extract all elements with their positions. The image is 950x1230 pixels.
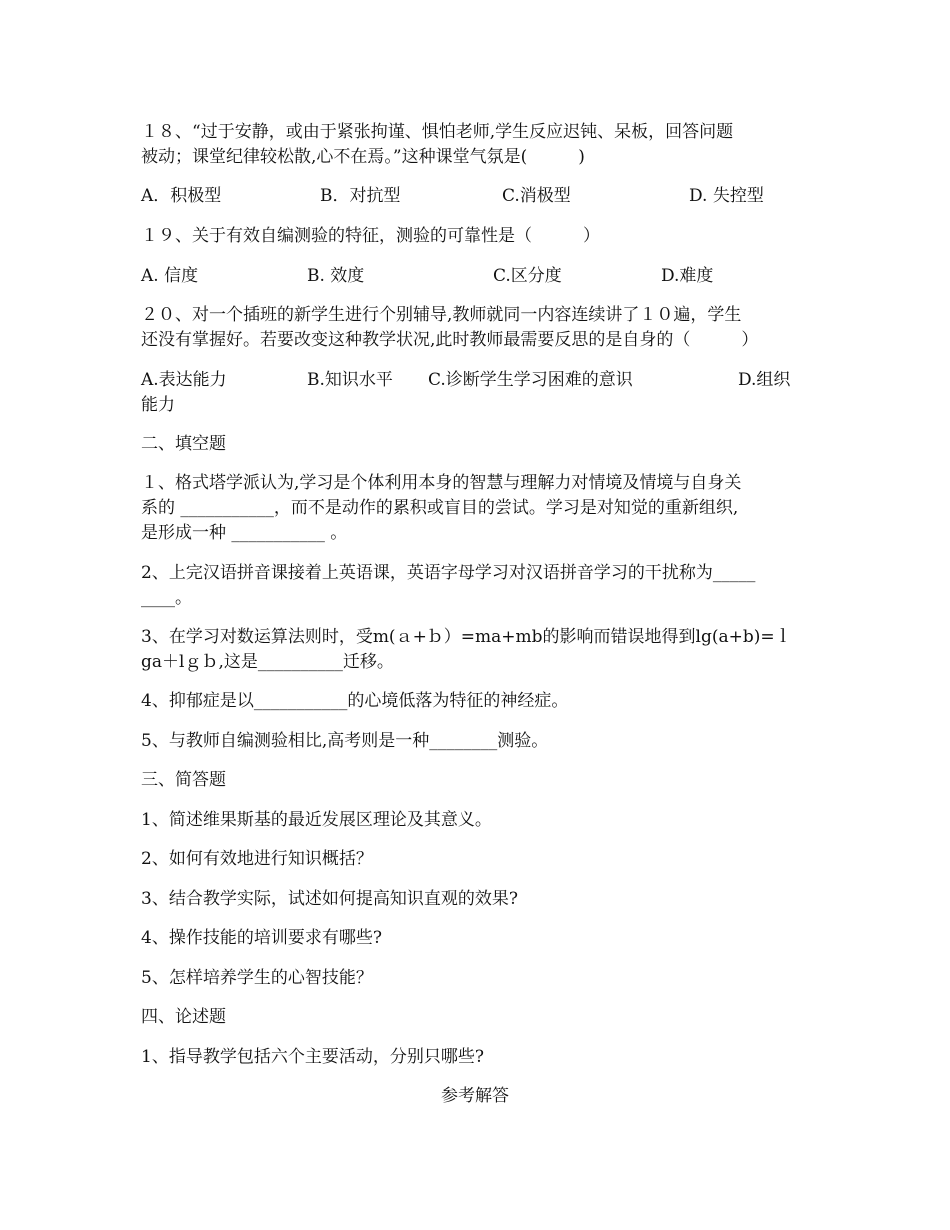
fill-item-4: 4、抑郁症是以___________的心境低落为特征的神经症。 [141,691,569,711]
question-19-line-1: １９、关于有效自编测验的特征，测验的可靠性是（ ） [141,226,600,246]
short-answer-item-4: 4、操作技能的培训要求有哪些? [141,928,382,948]
question-20-line-2: 还没有掌握好。若要改变这种教学状况,此时教师最需要反思的是自身的（ ） [141,330,759,350]
fill-item-1-line-1: １、格式塔学派认为,学习是个体利用本身的智慧与理解力对情境及情境与自身关 [141,473,742,493]
question-20-option-d: D.组织 [738,370,791,390]
short-answer-item-1: 1、简述维果斯基的最近发展区理论及其意义。 [141,810,492,830]
question-20-option-b: B.知识水平 [307,370,393,390]
section-2-title: 二、填空题 [141,434,226,454]
fill-item-1-line-3: 是形成一种 ___________ 。 [141,523,348,543]
question-18-line-1: １８、“过于安静，或由于紧张拘谨、惧怕老师,学生反应迟钝、呆板，回答问题 [141,122,734,142]
section-3-title: 三、简答题 [141,770,226,790]
fill-item-2-line-2: ____。 [141,588,192,608]
question-18-option-a: A．积极型 [141,186,222,206]
question-20-option-c: C.诊断学生学习困难的意识 [428,370,633,390]
fill-item-3-line-2: ga＋lｇｂ,这是__________迁移。 [141,652,394,672]
essay-item-1: 1、指导教学包括六个主要活动，分别只哪些? [141,1047,484,1067]
question-18-option-d: D. 失控型 [689,186,764,206]
question-19-option-a: A. 信度 [141,266,199,286]
fill-item-3-line-1: 3、在学习对数运算法则时，受m(ａ+ｂ）=ma+mb的影响而错误地得到lg(a+b)=ｌ [141,627,792,647]
answers-title: 参考解答 [441,1086,509,1106]
fill-item-5: 5、与教师自编测验相比,高考则是一种________测验。 [141,731,549,751]
short-answer-item-5: 5、怎样培养学生的心智技能？ [141,968,373,988]
section-4-title: 四、论述题 [141,1007,226,1027]
short-answer-item-3: 3、结合教学实际，试述如何提高知识直观的效果? [141,889,518,909]
question-18-line-2: 被动；课堂纪律较松散,心不在焉。”这种课堂气氛是( ) [141,147,585,167]
question-19-option-c: C.区分度 [493,266,562,286]
question-20-line-1: ２０、对一个插班的新学生进行个别辅导,教师就同一内容连续讲了１０遍，学生 [141,305,742,325]
question-20-option-d-continued: 能力 [141,395,175,415]
fill-item-2-line-1: 2、上完汉语拼音课接着上英语课，英语字母学习对汉语拼音学习的干扰称为_____ [141,563,756,583]
fill-item-1-line-2: 系的 ___________，而不是动作的累积或盲目的尝试。学习是对知觉的重新组织, [141,498,739,518]
question-19-option-b: B. 效度 [307,266,365,286]
question-18-option-c: C.消极型 [502,186,571,206]
question-18-option-b: B．对抗型 [320,186,401,206]
short-answer-item-2: 2、如何有效地进行知识概括？ [141,849,373,869]
question-20-option-a: A.表达能力 [141,370,227,390]
question-19-option-d: D.难度 [661,266,714,286]
